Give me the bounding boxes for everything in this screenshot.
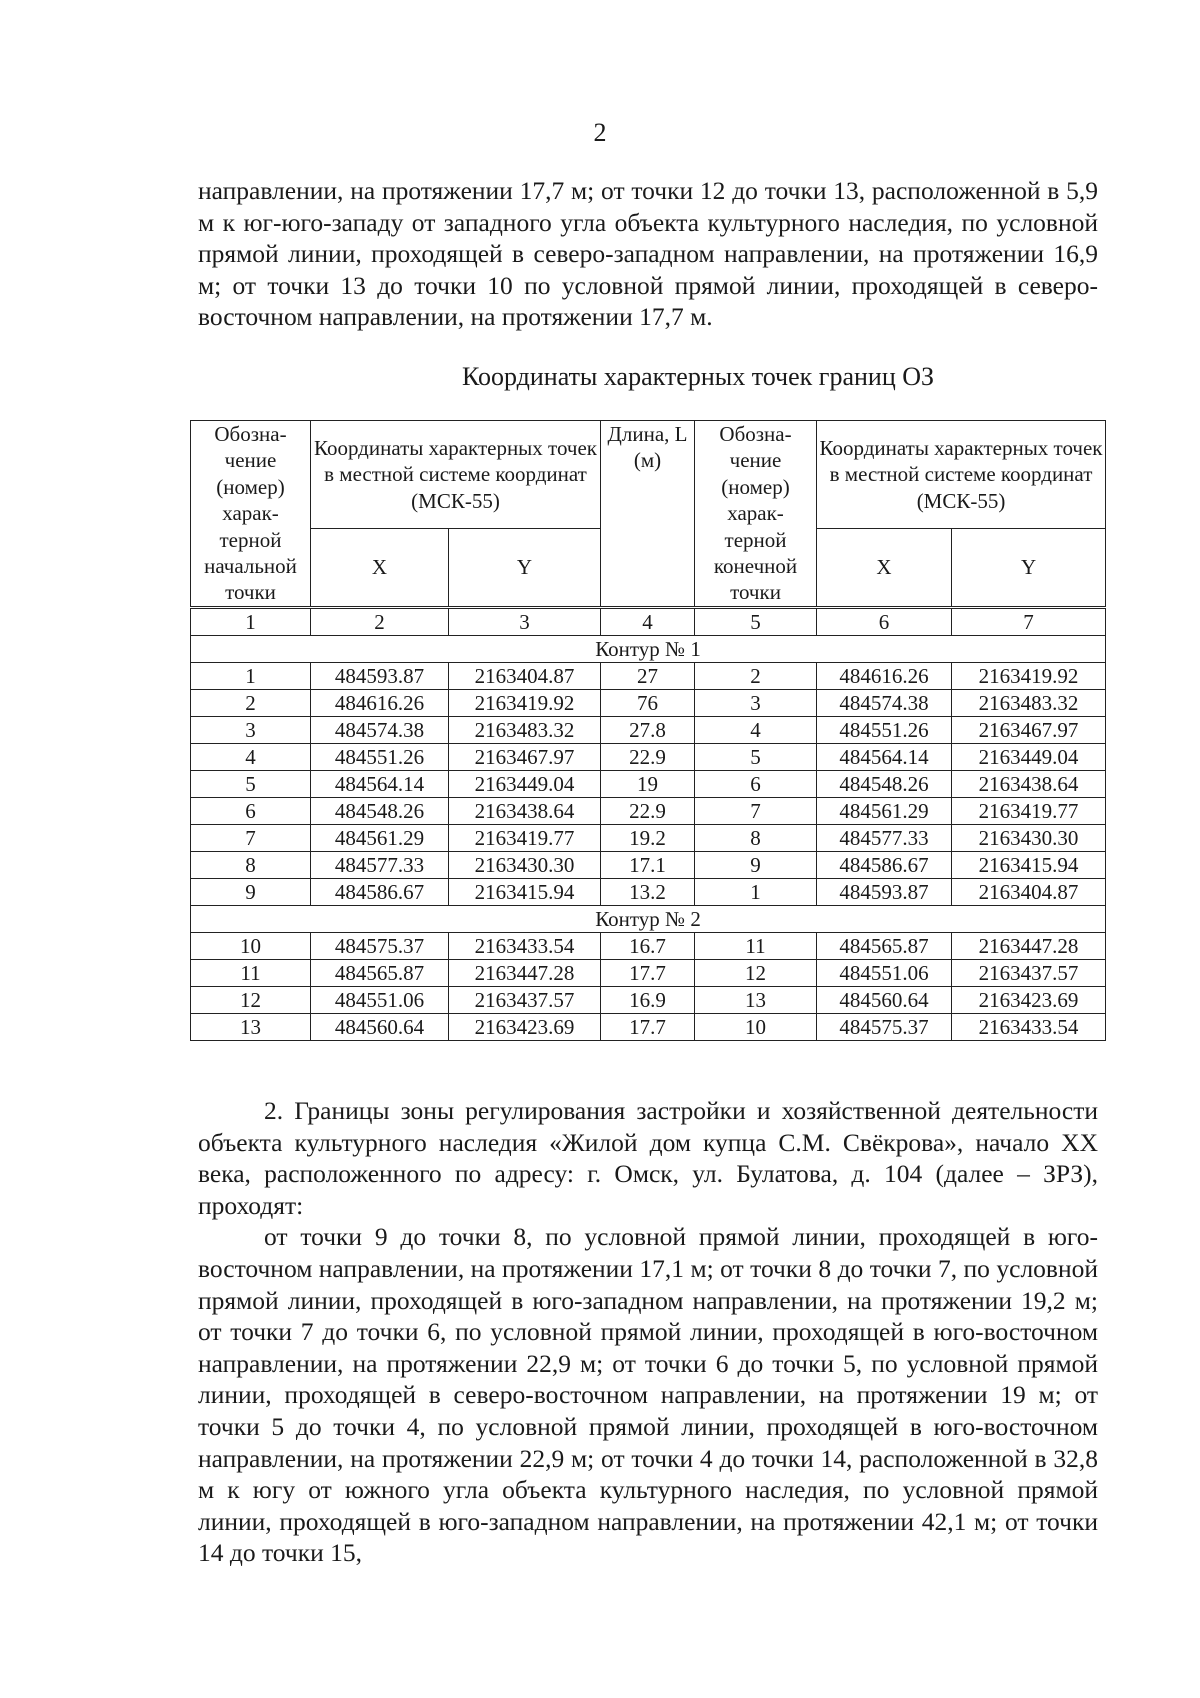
section2-paragraph — [198, 1095, 1098, 1569]
start-point-cell: 12 — [191, 986, 311, 1013]
table-row — [191, 716, 1106, 743]
table-row — [191, 1013, 1106, 1040]
x-start-cell: 484561.29 — [311, 824, 449, 851]
contour-label: Контур № 2 — [191, 905, 1106, 932]
length-cell: 76 — [601, 689, 695, 716]
x-start-cell: 484565.87 — [311, 959, 449, 986]
table-row — [191, 932, 1106, 959]
length-cell: 17.1 — [601, 851, 695, 878]
header-x-start: X — [311, 529, 449, 607]
start-point-cell: 2 — [191, 689, 311, 716]
end-point-cell: 11 — [695, 932, 817, 959]
y-start-cell: 2163419.92 — [449, 689, 601, 716]
length-cell: 22.9 — [601, 797, 695, 824]
end-point-cell: 9 — [695, 851, 817, 878]
x-start-cell: 484551.26 — [311, 743, 449, 770]
x-start-cell: 484616.26 — [311, 689, 449, 716]
start-point-cell: 11 — [191, 959, 311, 986]
contour-label: Контур № 1 — [191, 635, 1106, 662]
end-point-cell: 2 — [695, 662, 817, 689]
x-start-cell: 484574.38 — [311, 716, 449, 743]
coordinates-table-wrap — [190, 420, 1105, 1041]
table-row — [191, 662, 1106, 689]
end-point-cell: 13 — [695, 986, 817, 1013]
start-point-cell: 1 — [191, 662, 311, 689]
x-end-cell: 484593.87 — [817, 878, 952, 905]
x-end-cell: 484551.06 — [817, 959, 952, 986]
length-cell: 17.7 — [601, 959, 695, 986]
end-point-cell: 7 — [695, 797, 817, 824]
y-start-cell: 2163404.87 — [449, 662, 601, 689]
table-row — [191, 743, 1106, 770]
section2-first-line: 2. Границы зоны регулирования застройки и хозяйственной деятельности объекта культурного наследия «Жилой дом купца С.М. Свёкрова», начало XX века, расположенного по адресу: г. Омск, ул. Булатова, д. 104 (далее – ЗРЗ), проходят: — [198, 1096, 1098, 1220]
intro-paragraph: направлении, на протяжении 17,7 м; от точки 12 до точки 13, расположенной в 5,9 м к юг-юго-западу от западного угла объекта культурного наследия, по условной прямой линии, проходящей в северо-западном направлении, на протяжении 16,9 м; от точки 13 до точки 10 по условной прямой линии, проходящей в северо-восточном направлении, на протяжении 17,7 м. — [198, 176, 1098, 332]
start-point-cell: 13 — [191, 1013, 311, 1040]
y-end-cell: 2163467.97 — [952, 716, 1106, 743]
column-number: 2 — [311, 607, 449, 635]
x-start-cell: 484577.33 — [311, 851, 449, 878]
length-cell: 16.9 — [601, 986, 695, 1013]
y-end-cell: 2163437.57 — [952, 959, 1106, 986]
coordinates-table — [190, 420, 1106, 1041]
column-number: 7 — [952, 607, 1106, 635]
column-number: 5 — [695, 607, 817, 635]
x-end-cell: 484560.64 — [817, 986, 952, 1013]
start-point-cell: 4 — [191, 743, 311, 770]
column-number: 6 — [817, 607, 952, 635]
y-start-cell: 2163467.97 — [449, 743, 601, 770]
y-start-cell: 2163483.32 — [449, 716, 601, 743]
length-cell: 16.7 — [601, 932, 695, 959]
start-point-cell: 6 — [191, 797, 311, 824]
x-end-cell: 484565.87 — [817, 932, 952, 959]
x-end-cell: 484577.33 — [817, 824, 952, 851]
end-point-cell: 5 — [695, 743, 817, 770]
header-y-start: Y — [449, 529, 601, 607]
x-end-cell: 484586.67 — [817, 851, 952, 878]
y-end-cell: 2163423.69 — [952, 986, 1106, 1013]
length-cell: 27 — [601, 662, 695, 689]
y-end-cell: 2163430.30 — [952, 824, 1106, 851]
column-number: 4 — [601, 607, 695, 635]
x-end-cell: 484564.14 — [817, 743, 952, 770]
header-coords-start: Координаты характерных точек в местной системе координат (МСК-55) — [311, 421, 601, 529]
x-start-cell: 484586.67 — [311, 878, 449, 905]
x-end-cell: 484548.26 — [817, 770, 952, 797]
header-length: Длина, L (м) — [601, 421, 695, 608]
y-start-cell: 2163419.77 — [449, 824, 601, 851]
y-end-cell: 2163419.77 — [952, 797, 1106, 824]
table-title: Координаты характерных точек границ ОЗ — [461, 362, 935, 391]
length-cell: 22.9 — [601, 743, 695, 770]
header-start-point: Обозна-чение (номер) харак-терной начальной точки — [191, 421, 311, 608]
y-start-cell: 2163449.04 — [449, 770, 601, 797]
column-number-row — [191, 607, 1106, 635]
y-end-cell: 2163449.04 — [952, 743, 1106, 770]
x-start-cell: 484593.87 — [311, 662, 449, 689]
header-end-point: Обозна-чение (номер) харак-терной конечной точки — [695, 421, 817, 608]
column-number: 1 — [191, 607, 311, 635]
y-start-cell: 2163437.57 — [449, 986, 601, 1013]
length-cell: 27.8 — [601, 716, 695, 743]
header-coords-end: Координаты характерных точек в местной системе координат (МСК-55) — [817, 421, 1106, 529]
header-x-end: X — [817, 529, 952, 607]
table-row — [191, 878, 1106, 905]
y-start-cell: 2163430.30 — [449, 851, 601, 878]
start-point-cell: 5 — [191, 770, 311, 797]
length-cell: 13.2 — [601, 878, 695, 905]
end-point-cell: 10 — [695, 1013, 817, 1040]
length-cell: 19.2 — [601, 824, 695, 851]
start-point-cell: 8 — [191, 851, 311, 878]
table-row — [191, 770, 1106, 797]
table-row — [191, 986, 1106, 1013]
column-number: 3 — [449, 607, 601, 635]
x-end-cell: 484561.29 — [817, 797, 952, 824]
x-start-cell: 484575.37 — [311, 932, 449, 959]
y-end-cell: 2163447.28 — [952, 932, 1106, 959]
y-start-cell: 2163423.69 — [449, 1013, 601, 1040]
table-row — [191, 959, 1106, 986]
x-start-cell: 484548.26 — [311, 797, 449, 824]
x-end-cell: 484574.38 — [817, 689, 952, 716]
y-end-cell: 2163438.64 — [952, 770, 1106, 797]
y-start-cell: 2163438.64 — [449, 797, 601, 824]
section2-second-line: от точки 9 до точки 8, по условной прямой линии, проходящей в юго-восточном направлении, на протяжении 17,1 м; от точки 8 до точки 7, по условной прямой линии, проходящей в юго-западном направлении, на протяжении 19,2 м; от точки 7 до точки 6, по условной прямой линии, проходящей в юго-восточном направлении, на протяжении 22,9 м; от точки 6 до точки 5, по условной прямой линии, проходящей в северо-восточном направлении, на протяжении 19 м; от точки 5 до точки 4, по условной прямой линии, проходящей в юго-восточном направлении, на протяжении 22,9 м; от точки 4 до точки 14, расположенной в 32,8 м к югу от южного угла объекта культурного наследия, по условной прямой линии, проходящей в юго-западном направлении, на протяжении 42,1 м; от точки 14 до точки 15, — [198, 1222, 1098, 1568]
table-row — [191, 797, 1106, 824]
x-end-cell: 484616.26 — [817, 662, 952, 689]
end-point-cell: 3 — [695, 689, 817, 716]
start-point-cell: 7 — [191, 824, 311, 851]
x-start-cell: 484560.64 — [311, 1013, 449, 1040]
y-end-cell: 2163415.94 — [952, 851, 1106, 878]
table-row — [191, 689, 1106, 716]
contour-row — [191, 635, 1106, 662]
end-point-cell: 4 — [695, 716, 817, 743]
y-start-cell: 2163415.94 — [449, 878, 601, 905]
end-point-cell: 1 — [695, 878, 817, 905]
length-cell: 17.7 — [601, 1013, 695, 1040]
y-end-cell: 2163404.87 — [952, 878, 1106, 905]
x-end-cell: 484551.26 — [817, 716, 952, 743]
y-start-cell: 2163433.54 — [449, 932, 601, 959]
page-number: 2 — [593, 118, 607, 147]
y-end-cell: 2163483.32 — [952, 689, 1106, 716]
x-start-cell: 484564.14 — [311, 770, 449, 797]
table-row — [191, 851, 1106, 878]
start-point-cell: 9 — [191, 878, 311, 905]
contour-row — [191, 905, 1106, 932]
x-end-cell: 484575.37 — [817, 1013, 952, 1040]
end-point-cell: 12 — [695, 959, 817, 986]
start-point-cell: 10 — [191, 932, 311, 959]
end-point-cell: 6 — [695, 770, 817, 797]
length-cell: 19 — [601, 770, 695, 797]
header-y-end: Y — [952, 529, 1106, 607]
y-end-cell: 2163433.54 — [952, 1013, 1106, 1040]
table-row — [191, 824, 1106, 851]
y-start-cell: 2163447.28 — [449, 959, 601, 986]
start-point-cell: 3 — [191, 716, 311, 743]
end-point-cell: 8 — [695, 824, 817, 851]
x-start-cell: 484551.06 — [311, 986, 449, 1013]
y-end-cell: 2163419.92 — [952, 662, 1106, 689]
